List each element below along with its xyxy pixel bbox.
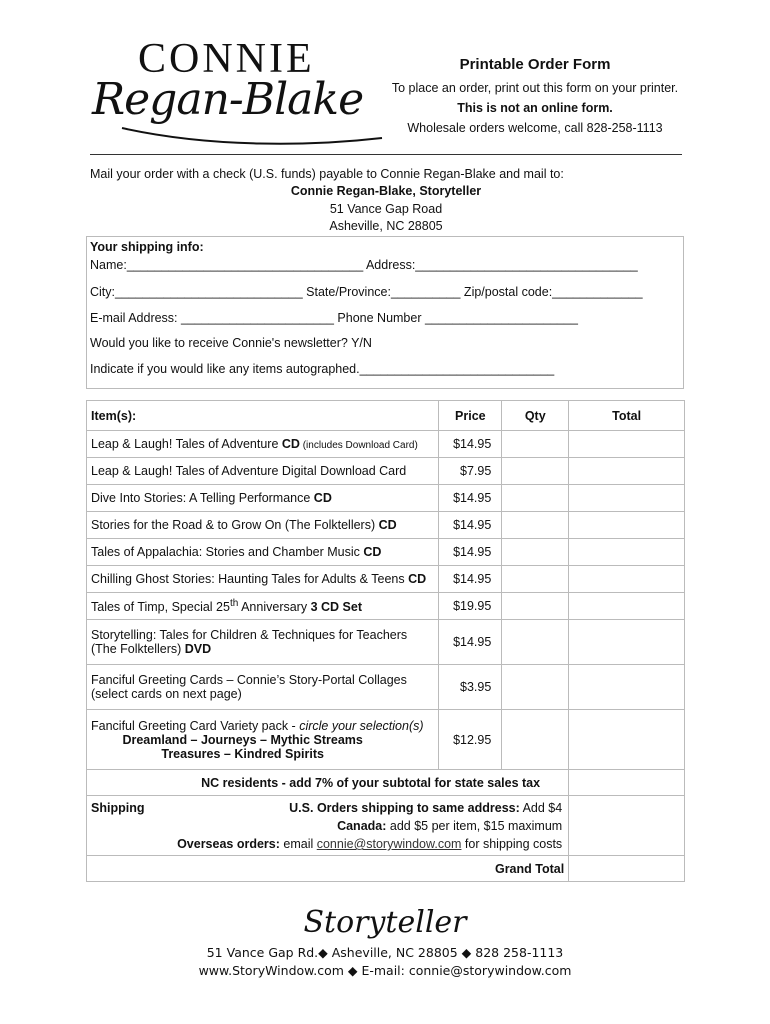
newsletter-question[interactable]: Would you like to receive Connie's newsletter? Y/N bbox=[90, 336, 372, 350]
overseas-email-link[interactable]: connie@storywindow.com bbox=[316, 837, 462, 851]
header-qty: Qty bbox=[502, 401, 569, 431]
total-cell[interactable] bbox=[569, 458, 685, 485]
tax-label: NC residents - add 7% of your subtotal for state sales tax bbox=[87, 770, 569, 796]
table-row bbox=[87, 710, 685, 770]
table-row bbox=[87, 539, 685, 566]
total-cell[interactable] bbox=[569, 710, 685, 770]
item-name: Fanciful Greeting Cards – Connie’s Story-Portal Collages (select cards on next page) bbox=[87, 665, 439, 710]
mail-instruction: Mail your order with a check (U.S. funds) payable to Connie Regan-Blake and mail to: bbox=[90, 167, 564, 181]
item-price: $7.95 bbox=[439, 458, 502, 485]
item-name: Stories for the Road & to Grow On (The Folktellers) CD bbox=[87, 512, 439, 539]
table-row bbox=[87, 620, 685, 665]
item-price: $14.95 bbox=[439, 431, 502, 458]
total-cell[interactable] bbox=[569, 512, 685, 539]
table-row bbox=[87, 458, 685, 485]
header-instruction: To place an order, print out this form on your printer. bbox=[391, 81, 679, 95]
logo-swash-icon bbox=[92, 100, 392, 150]
header-not-online: This is not an online form. bbox=[457, 101, 613, 115]
header-item: Item(s): bbox=[87, 401, 439, 431]
item-name: Chilling Ghost Stories: Haunting Tales for Adults & Teens CD bbox=[87, 566, 439, 593]
qty-cell[interactable] bbox=[502, 539, 569, 566]
table-row bbox=[87, 485, 685, 512]
name-address-field[interactable]: Name:__________________________________ Address:________________________________ bbox=[90, 258, 638, 272]
table-row bbox=[87, 593, 685, 620]
autograph-field[interactable]: Indicate if you would like any items autographed.____________________________ bbox=[90, 362, 555, 376]
qty-cell[interactable] bbox=[502, 431, 569, 458]
item-name: Leap & Laugh! Tales of Adventure CD (includes Download Card) bbox=[87, 431, 439, 458]
shipping-details: Shipping U.S. Orders shipping to same address: Add $4 Canada: add $5 per item, $15 maximum Overseas orders: email connie@storywindow.com for shipping costs bbox=[87, 796, 569, 856]
item-name: Tales of Timp, Special 25th Anniversary 3 CD Set bbox=[87, 593, 439, 620]
mail-city: Asheville, NC 28805 bbox=[329, 219, 443, 233]
footer-address: 51 Vance Gap Rd.◆ Asheville, NC 28805 ◆ 828 258-1113 bbox=[206, 945, 564, 960]
item-name: Tales of Appalachia: Stories and Chamber Music CD bbox=[87, 539, 439, 566]
qty-cell[interactable] bbox=[502, 512, 569, 539]
qty-cell[interactable] bbox=[502, 665, 569, 710]
footer-brand: Storyteller bbox=[303, 905, 467, 940]
header-wholesale: Wholesale orders welcome, call 828-258-1113 bbox=[407, 121, 663, 135]
tax-row bbox=[87, 770, 685, 796]
item-price: $14.95 bbox=[439, 566, 502, 593]
grand-total-label: Grand Total bbox=[87, 856, 569, 882]
table-row bbox=[87, 566, 685, 593]
item-price: $14.95 bbox=[439, 620, 502, 665]
logo-connie: CONNIE bbox=[138, 36, 315, 82]
item-name: Fanciful Greeting Card Variety pack - circle your selection(s) Dreamland – Journeys – Mythic Streams Treasures – Kindred Spirits bbox=[87, 710, 439, 770]
item-price: $12.95 bbox=[439, 710, 502, 770]
qty-cell[interactable] bbox=[502, 710, 569, 770]
item-price: $19.95 bbox=[439, 593, 502, 620]
item-price: $14.95 bbox=[439, 512, 502, 539]
total-cell[interactable] bbox=[569, 620, 685, 665]
qty-cell[interactable] bbox=[502, 593, 569, 620]
total-cell[interactable] bbox=[569, 593, 685, 620]
header-divider bbox=[90, 154, 682, 155]
total-cell[interactable] bbox=[569, 665, 685, 710]
mail-name: Connie Regan-Blake, Storyteller bbox=[290, 184, 482, 198]
grand-total-cell[interactable] bbox=[569, 856, 685, 882]
total-cell[interactable] bbox=[569, 431, 685, 458]
footer-web-email: www.StoryWindow.com ◆ E-mail: connie@storywindow.com bbox=[198, 963, 572, 978]
item-name: Dive Into Stories: A Telling Performance CD bbox=[87, 485, 439, 512]
total-cell[interactable] bbox=[569, 539, 685, 566]
mail-street: 51 Vance Gap Road bbox=[329, 202, 443, 216]
total-cell[interactable] bbox=[569, 485, 685, 512]
item-name: Storytelling: Tales for Children & Techniques for Teachers (The Folktellers) DVD bbox=[87, 620, 439, 665]
table-row bbox=[87, 431, 685, 458]
item-price: $14.95 bbox=[439, 539, 502, 566]
qty-cell[interactable] bbox=[502, 485, 569, 512]
total-cell[interactable] bbox=[569, 566, 685, 593]
logo-regan-blake: Regan-Blake bbox=[92, 74, 364, 125]
grand-total-row bbox=[87, 856, 685, 882]
city-state-zip-field[interactable]: City:___________________________ State/Province:__________ Zip/postal code:_____________ bbox=[90, 285, 643, 299]
qty-cell[interactable] bbox=[502, 566, 569, 593]
form-title: Printable Order Form bbox=[459, 56, 611, 73]
table-header-row bbox=[87, 401, 685, 431]
shipping-row bbox=[87, 796, 685, 856]
shipping-info-heading: Your shipping info: bbox=[90, 240, 204, 254]
shipping-total-cell[interactable] bbox=[569, 796, 685, 856]
qty-cell[interactable] bbox=[502, 620, 569, 665]
tax-total-cell[interactable] bbox=[569, 770, 685, 796]
item-name: Leap & Laugh! Tales of Adventure Digital Download Card bbox=[87, 458, 439, 485]
email-phone-field[interactable]: E-mail Address: ______________________ Phone Number ______________________ bbox=[90, 311, 578, 325]
header-price: Price bbox=[439, 401, 502, 431]
qty-cell[interactable] bbox=[502, 458, 569, 485]
header-total: Total bbox=[569, 401, 685, 431]
table-row bbox=[87, 665, 685, 710]
table-row bbox=[87, 512, 685, 539]
item-price: $3.95 bbox=[439, 665, 502, 710]
order-table bbox=[86, 400, 685, 882]
item-price: $14.95 bbox=[439, 485, 502, 512]
